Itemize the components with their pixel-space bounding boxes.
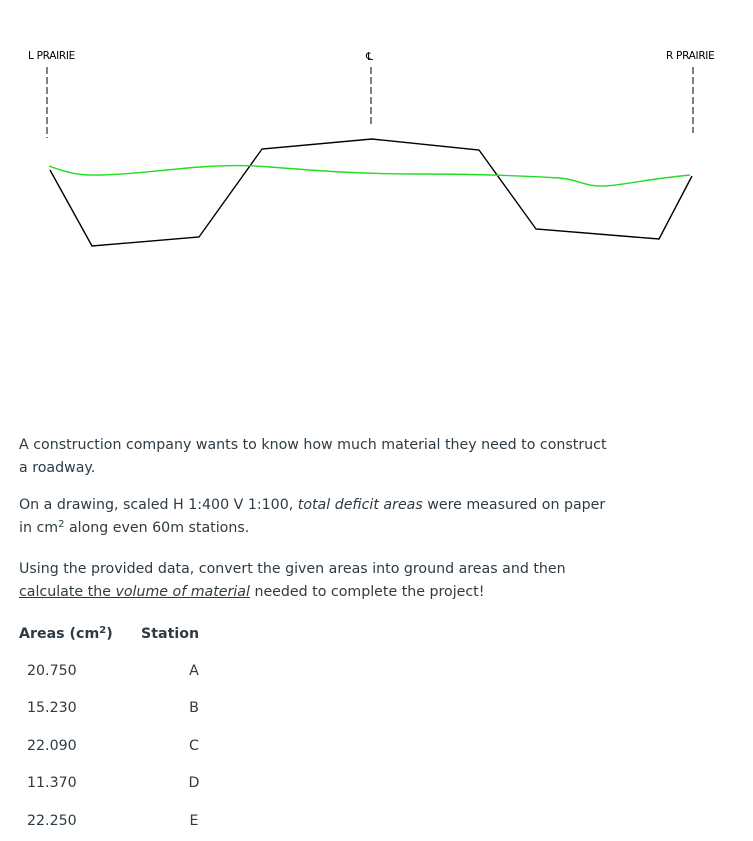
intro-paragraph: A construction company wants to know how much material they need to construct a roadway. (19, 437, 607, 476)
table-row-area: 11.370 (27, 775, 77, 791)
table-row-station: E (189, 813, 199, 829)
complete-project-text: needed to complete the project! (249, 583, 485, 600)
design-section-left-part (50, 139, 692, 246)
convert-text: Using the provided data, convert the given areas into ground areas and then (19, 561, 566, 577)
left-prairie-label: L PRAIRIE (28, 50, 75, 62)
calculate-text: calculate the (19, 583, 116, 600)
volume-of-material-text: volume of material (115, 583, 250, 600)
table-row-station: B (189, 700, 199, 716)
drawing-scale-paragraph (19, 494, 619, 539)
areas-column-header (19, 624, 113, 644)
areas-header-superscript: 2 (99, 625, 107, 636)
scale-text: On a drawing, scaled H 1:400 V 1:100, (19, 497, 298, 513)
table-row-area: 22.090 (27, 738, 77, 754)
table-row-area: 20.750 (27, 663, 77, 679)
right-prairie-label: R PRAIRIE (666, 50, 715, 62)
existing-ground-line (49, 166, 690, 187)
table-row-station: D (188, 775, 200, 791)
cm-superscript: 2 (58, 518, 65, 530)
deficit-areas-text: total deficit areas (297, 497, 423, 513)
station-column-header: Station (141, 626, 200, 642)
table-row-station: C (189, 738, 199, 754)
cross-section-diagram (0, 0, 753, 300)
table-row-station: A (189, 663, 199, 679)
areas-header-text: Areas (cm (19, 626, 100, 642)
instruction-paragraph (19, 558, 619, 603)
measured-text: were measured on paper in cm (19, 497, 606, 536)
table-row-area: 22.250 (27, 813, 77, 829)
centerline-label: ℄ (366, 50, 374, 63)
stations-text: along even 60m stations. (64, 519, 250, 536)
table-row-area: 15.230 (27, 700, 77, 716)
areas-header-close: ) (106, 626, 113, 642)
